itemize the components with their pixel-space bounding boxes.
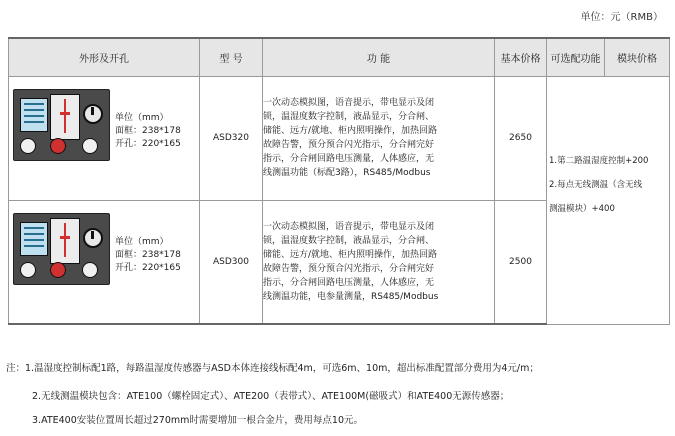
price-table [8,37,670,325]
spec-unit: 单位（mm） [115,112,169,123]
dimension-spec [115,236,181,275]
note-line-3: 3.ATE400安装位置周长超过270mm时需要增加一根合金片，费用每点10元。 [32,415,363,426]
function-line: 一次动态模拟图，语音提示，带电显示及闭 [263,221,435,232]
function-line: 线测温功能，电参量测量，RS485/Modbus [263,291,439,302]
dimension-spec [115,112,181,151]
table-header-row [9,38,670,76]
switch-buttons [20,138,102,154]
function-line: 指示，分合闸回路电压测量，人体感应，无 [263,154,435,164]
mimic-diagram [50,94,80,140]
function-line: 指示，分合闸回路电压测量，人体感应，无 [263,277,435,288]
header-options: 可选配功能 [547,38,605,76]
function-line: 储能、远方/就地、柜内照明操作，加热回路 [263,126,438,136]
function-line: 储能、远方/就地、柜内照明操作，加热回路 [263,249,438,260]
header-module-price: 模块价格 [605,38,670,76]
spec-unit: 单位（mm） [115,236,169,247]
options-cell [547,76,670,324]
device-image [13,213,110,285]
currency-unit-label: 单位：元（RMB） [580,12,663,23]
note-line-2: 2.无线测温模块包含：ATE100（螺栓固定式）、ATE200（表带式）、ATE100M(磁吸式）和ATE400无源传感器； [32,391,510,402]
base-price-cell: 2500 [495,200,547,324]
header-model: 型 号 [200,38,263,76]
header-appearance: 外形及开孔 [9,38,200,76]
base-price-cell: 2650 [495,76,547,200]
function-cell [263,200,495,324]
appearance-cell [9,200,200,324]
header-base-price: 基本价格 [495,38,547,76]
function-line: 故障告警，预分预合闪光指示，分合闸完好 [263,263,435,274]
spec-panel: 面框：238*178 [115,125,181,136]
appearance-cell [9,76,200,200]
device-image [13,89,110,161]
function-cell [263,76,495,200]
model-cell: ASD300 [200,200,263,324]
model-cell: ASD320 [200,76,263,200]
selector-knob-icon [83,104,103,124]
function-line: 锁，温湿度数字控制，液晶显示，分合闸、 [263,112,435,122]
lcd-screen [20,98,48,132]
option-line: 1.第二路温湿度控制+200 [549,155,649,166]
option-line: 测温模块）+400 [549,203,615,214]
note-line-1: 注：1.温湿度控制标配1路，每路温湿度传感器与ASD本体连接线标配4m，可选6m、10m，超出标准配置部分费用为4元/m； [6,363,539,374]
table-row [9,76,670,200]
option-line [549,191,667,203]
function-line: 一次动态模拟图，语音提示，带电显示及闭 [263,98,435,108]
spec-hole: 开孔：220*165 [115,138,181,149]
function-line: 锁，温湿度数字控制，液晶显示，分合闸、 [263,235,435,246]
mimic-diagram [50,218,80,264]
switch-buttons [20,262,102,278]
spec-panel: 面框：238*178 [115,249,181,260]
function-line: 线测温功能（标配3路），RS485/Modbus [263,168,431,178]
spec-hole: 开孔：220*165 [115,262,181,273]
lcd-screen [20,222,48,256]
selector-knob-icon [83,228,103,248]
header-function: 功 能 [263,38,495,76]
function-line: 故障告警，预分预合闪光指示，分合闸完好 [263,140,435,150]
option-line: 2.每点无线测温（含无线 [549,179,643,190]
option-line [549,167,667,179]
